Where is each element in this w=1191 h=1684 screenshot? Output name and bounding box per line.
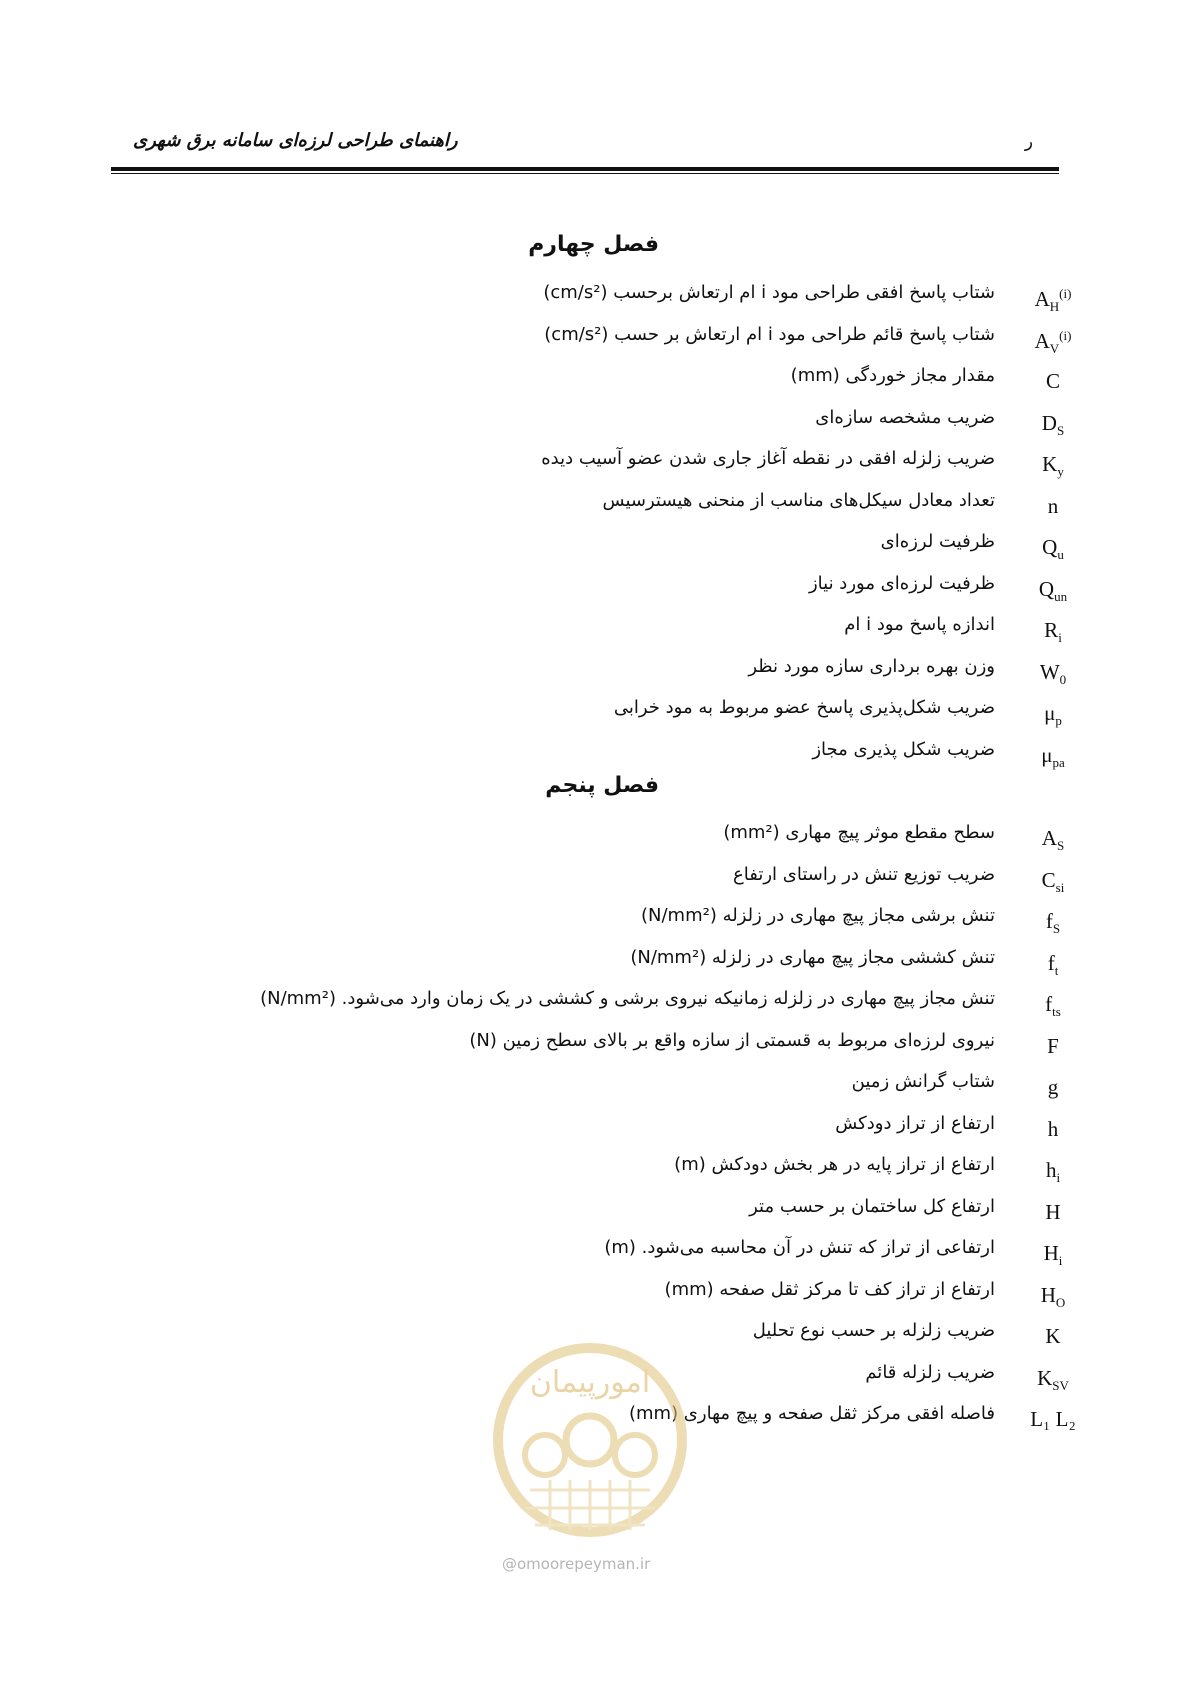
symbol-description: نیروی لرزه‌ای مربوط به قسمتی از سازه واقع بر بالای سطح زمین (N) <box>469 1029 995 1051</box>
symbol <box>1018 701 1088 729</box>
symbol-description: شتاب پاسخ قائم طراحی مود i ام ارتعاش بر حسب (cm/s²) <box>544 323 995 345</box>
symbol-row <box>0 818 1191 858</box>
symbol-row <box>0 403 1191 443</box>
symbol-base: K <box>1042 452 1058 476</box>
symbol <box>1018 494 1088 519</box>
symbol-description: ارتفاعی از تراز که تنش در آن محاسبه می‌شود. (m) <box>604 1237 995 1258</box>
symbol-base: H <box>1045 1199 1061 1224</box>
symbol-base: C <box>1041 867 1056 892</box>
symbol-row <box>0 943 1191 983</box>
symbol-base: μ <box>1044 701 1056 725</box>
symbol-subscript: pa <box>1052 754 1065 770</box>
header-rule-thick <box>111 167 1059 171</box>
symbol-row <box>0 1109 1191 1149</box>
symbol-description: ارتفاع کل ساختمان بر حسب متر <box>749 1195 995 1217</box>
symbol-description: ارتفاع از تراز پایه در هر بخش دودکش (m) <box>674 1154 995 1175</box>
symbol <box>1018 1117 1088 1142</box>
watermark-logo <box>490 1330 690 1570</box>
symbol-subscript: i <box>1056 1170 1061 1186</box>
symbol-base: A <box>1034 328 1050 353</box>
symbol <box>1018 618 1088 646</box>
symbol-row <box>0 984 1191 1024</box>
symbol-row <box>0 486 1191 526</box>
symbol-subscript: S <box>1056 422 1065 438</box>
symbol-description: اندازه پاسخ مود i ام <box>844 614 995 635</box>
symbol <box>1018 535 1088 563</box>
symbol-row <box>0 860 1191 900</box>
symbol <box>1018 1034 1088 1059</box>
symbol-description: شتاب گرانش زمین <box>851 1071 995 1092</box>
symbol <box>1018 1075 1088 1100</box>
symbol-description: وزن بهره برداری سازه مورد نظر <box>748 655 995 677</box>
symbol-base: n <box>1047 493 1059 518</box>
symbol-superscript: (i) <box>1059 327 1072 343</box>
symbol <box>1018 1158 1088 1186</box>
symbol-base: f <box>1045 992 1053 1016</box>
symbol <box>1018 1324 1088 1349</box>
symbol-subscript: y <box>1057 464 1064 480</box>
symbol-description: ضریب توزیع تنش در راستای ارتفاع <box>732 863 995 885</box>
symbol <box>1018 369 1088 394</box>
symbol <box>1018 1200 1088 1225</box>
symbol <box>1018 992 1088 1020</box>
symbol <box>1018 286 1088 315</box>
symbol-base: D <box>1041 410 1057 435</box>
symbol <box>1018 1366 1088 1394</box>
symbol-subscript: S <box>1052 921 1061 937</box>
symbol-description: ظرفیت لرزه‌ای <box>880 531 995 552</box>
symbol-base: Q <box>1042 535 1058 559</box>
symbol-base: F <box>1047 1033 1059 1058</box>
page-number: ر <box>1024 132 1033 152</box>
symbol-description: ضریب مشخصه سازه‌ای <box>815 406 995 428</box>
symbol-row <box>0 693 1191 733</box>
symbol-base: C <box>1045 369 1060 393</box>
symbol <box>1018 1241 1088 1269</box>
symbol-row <box>0 527 1191 567</box>
symbol-subscript: u <box>1057 547 1064 563</box>
watermark-site-text: @omoorepeyman.ir <box>502 1555 651 1573</box>
symbol <box>1018 660 1088 688</box>
symbol-base: f <box>1045 909 1053 933</box>
symbol-description: مقدار مجاز خوردگی (mm) <box>790 365 995 386</box>
symbol-subscript: i <box>1058 630 1062 646</box>
symbol <box>1018 743 1088 771</box>
symbol-row <box>0 1233 1191 1273</box>
symbol-row <box>0 1192 1191 1232</box>
symbol-base: h <box>1045 1158 1057 1182</box>
section-title-chapter-4: فصل چهارم <box>528 232 659 257</box>
symbol-base: g <box>1047 1075 1059 1099</box>
symbol-base: A <box>1041 826 1057 850</box>
symbol <box>1018 909 1088 937</box>
symbol-row <box>0 1026 1191 1066</box>
symbol-description: ارتفاع از تراز دودکش <box>835 1112 995 1134</box>
symbol-base: μ <box>1041 742 1053 767</box>
symbol-base: h <box>1047 1116 1059 1141</box>
symbol-row <box>0 652 1191 692</box>
symbol-subscript: 0 <box>1059 671 1067 687</box>
symbol-row <box>0 901 1191 941</box>
symbol-base: Q <box>1038 576 1055 601</box>
symbol-subscript: p <box>1055 713 1062 729</box>
symbol-subscript: i <box>1058 1253 1063 1269</box>
symbol-row <box>0 278 1191 318</box>
symbol-description: ضریب زلزله افقی در نقطه آغاز جاری شدن عضو آسیب دیده <box>541 448 995 469</box>
symbol <box>1018 1407 1088 1432</box>
symbol-subscript: t <box>1054 962 1059 978</box>
symbol-subscript: H <box>1049 299 1060 315</box>
symbol-row <box>0 361 1191 401</box>
symbol-base: f <box>1047 950 1055 975</box>
symbol-subscript: un <box>1054 588 1068 604</box>
header-rule-thin <box>111 173 1059 174</box>
symbol-row <box>0 1275 1191 1315</box>
symbol-base: H <box>1043 1241 1059 1265</box>
symbol-description: تنش مجاز پیچ مهاری در زلزله زمانیکه نیروی برشی و کششی در یک زمان وارد می‌شود. (N/mm²) <box>260 988 995 1009</box>
symbol-base: H <box>1040 1282 1056 1307</box>
symbol-base: A <box>1034 287 1050 311</box>
symbol-base: K <box>1045 1324 1061 1348</box>
symbol-description: ظرفیت لرزه‌ای مورد نیاز <box>808 572 995 594</box>
watermark-logo-text: امورپیمان <box>529 1365 651 1400</box>
symbol-description: ضریب زلزله بر حسب نوع تحلیل <box>752 1320 995 1341</box>
symbol <box>1018 452 1088 480</box>
symbol-subscript: S <box>1056 838 1065 854</box>
page-header <box>111 112 1059 172</box>
symbol <box>1018 411 1088 439</box>
symbol-row <box>0 610 1191 650</box>
symbol-description: فاصله افقی مرکز ثقل صفحه و پیچ مهاری (mm) <box>628 1403 995 1424</box>
symbol-row <box>0 320 1191 360</box>
header-title: راهنمای طراحی لرزه‌ای سامانه برق شهری <box>133 130 458 151</box>
symbol <box>1018 328 1088 357</box>
symbol-description: سطح مقطع موثر پیچ مهاری (mm²) <box>723 822 995 843</box>
symbol-base: K <box>1037 1365 1053 1390</box>
symbol-row <box>0 735 1191 775</box>
symbol-row <box>0 1067 1191 1107</box>
symbol-base: W <box>1039 659 1060 684</box>
symbol-description: ارتفاع از تراز کف تا مرکز ثقل صفحه (mm) <box>664 1278 995 1300</box>
symbol-row <box>0 569 1191 609</box>
symbol-subscript: SV <box>1052 1377 1069 1393</box>
section-title-chapter-5: فصل پنجم <box>545 773 659 798</box>
symbol-subscript: ts <box>1052 1004 1061 1020</box>
symbol-superscript: (i) <box>1059 286 1072 301</box>
symbol-description: ضریب شکل پذیری مجاز <box>812 738 995 760</box>
symbol-subscript: V <box>1049 340 1060 356</box>
symbol-subscript: si <box>1055 879 1065 895</box>
symbol-description: ضریب شکل‌پذیری پاسخ عضو مربوط به مود خرابی <box>613 697 995 718</box>
symbol-row <box>0 1150 1191 1190</box>
symbol-subscript: O <box>1055 1294 1066 1310</box>
symbol-description: تعداد معادل سیکل‌های مناسب از منحنی هیسترسیس <box>602 489 995 511</box>
symbol <box>1018 868 1088 896</box>
symbol <box>1018 1283 1088 1311</box>
symbol-description: تنش کششی مجاز پیچ مهاری در زلزله (N/mm²) <box>630 946 995 968</box>
symbol <box>1018 951 1088 979</box>
symbol <box>1018 577 1088 605</box>
symbol-description: تنش برشی مجاز پیچ مهاری در زلزله (N/mm²) <box>640 905 995 926</box>
symbol-row <box>0 444 1191 484</box>
symbol-base: L₁ L₂ <box>1030 1407 1076 1431</box>
symbol-base: R <box>1044 618 1059 642</box>
symbol <box>1018 826 1088 854</box>
symbol-description: ضریب زلزله قائم <box>865 1361 995 1383</box>
symbol-description: شتاب پاسخ افقی طراحی مود i ام ارتعاش برحسب (cm/s²) <box>543 282 995 303</box>
